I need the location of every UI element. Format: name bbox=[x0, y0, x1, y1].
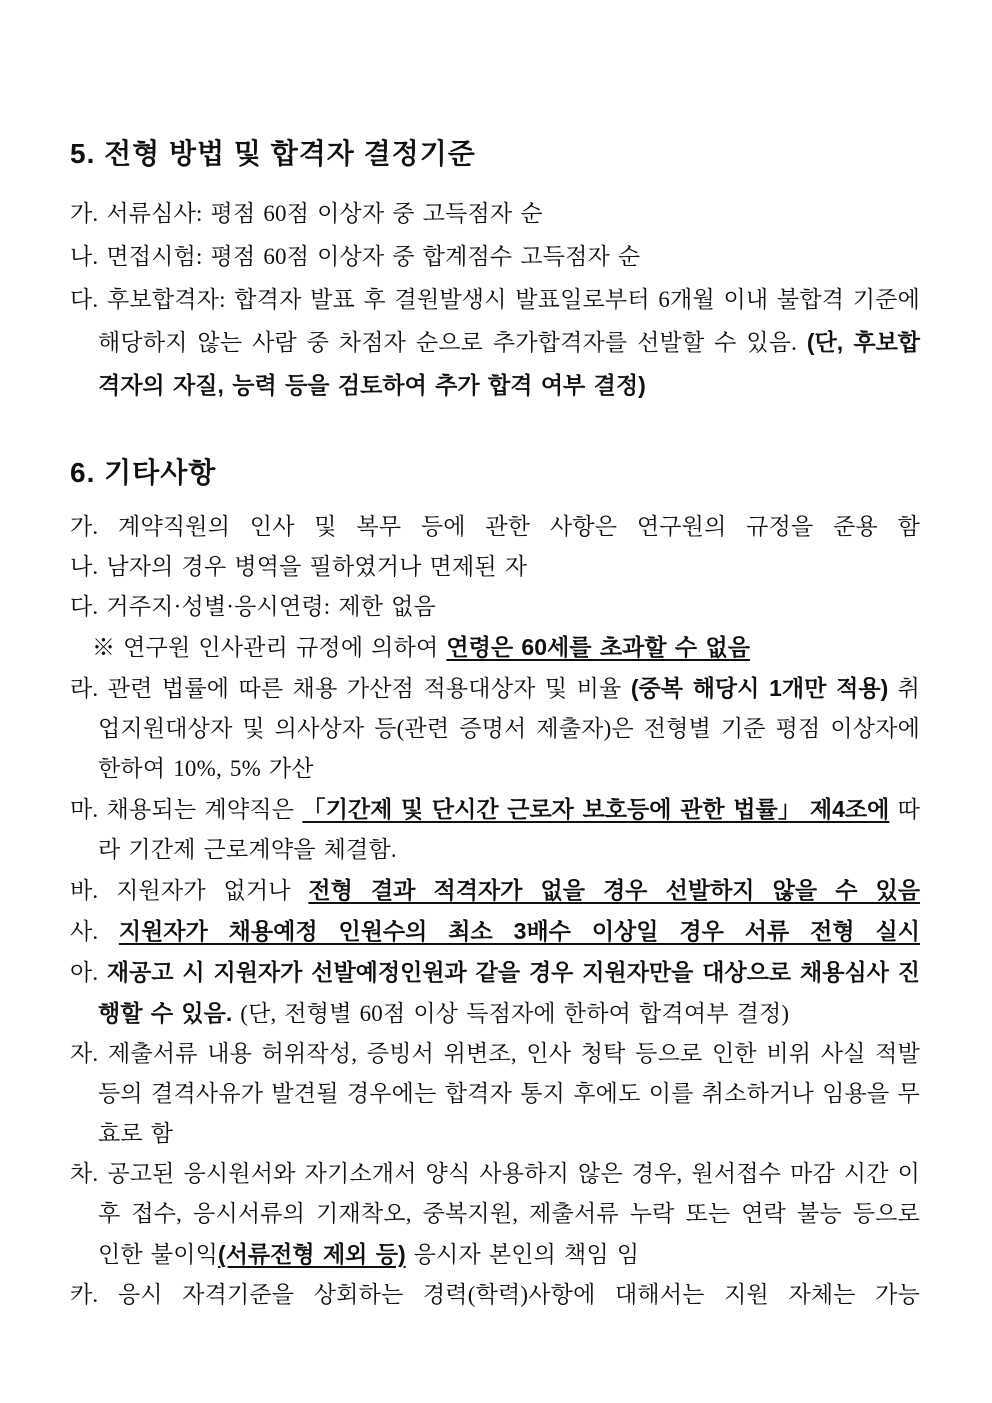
text-segment: 재공고 시 지원자가 선발예정인원과 같을 경우 지원자만을 대상으로 채용심사 진행할 수 있음. bbox=[98, 959, 920, 1026]
list-item bbox=[70, 235, 920, 278]
list-item bbox=[70, 789, 920, 870]
text-segment: 취업지원대상자 및 의사상자 등(관련 증명서 제출자)은 전형별 기준 평점 이상자에 한하여 10%, 5% 가산 bbox=[98, 676, 920, 781]
text-segment: 거주지·성별·응시연령: 제한 없음 bbox=[106, 594, 436, 619]
item-marker: 가. bbox=[70, 201, 99, 226]
list-item bbox=[70, 870, 920, 911]
item-marker: 나. bbox=[70, 244, 99, 269]
item-marker: 바. bbox=[70, 878, 99, 903]
text-segment: 전형 결과 적격자가 없을 경우 선발하지 않을 수 있음 bbox=[308, 877, 921, 903]
list-item bbox=[70, 1034, 920, 1154]
text-segment: 응시자 본인의 책임 임 bbox=[405, 1242, 640, 1267]
text-segment: 「기간제 및 단시간 근로자 보호등에 관한 법률」 제4조에 bbox=[302, 796, 890, 822]
text-segment: 채용되는 계약직은 bbox=[106, 797, 303, 822]
section-other-notes bbox=[70, 457, 920, 1315]
note-item bbox=[70, 627, 920, 668]
item-marker: 나. bbox=[70, 554, 99, 579]
item-marker: 사. bbox=[70, 919, 99, 944]
section-heading: 5. 전형 방법 및 합격자 결정기준 bbox=[70, 138, 476, 169]
item-marker: 가. bbox=[70, 514, 99, 539]
item-marker: 라. bbox=[70, 676, 99, 701]
item-marker: 다. bbox=[70, 287, 99, 312]
list-item bbox=[70, 1275, 920, 1315]
item-marker: 마. bbox=[70, 797, 99, 822]
item-marker: 카. bbox=[70, 1282, 99, 1307]
text-segment: 면접시험: 평점 60점 이상자 중 합계점수 고득점자 순 bbox=[106, 244, 641, 269]
text-segment: 따라 기간제 근로계약을 체결함. bbox=[98, 797, 920, 862]
text-segment: 남자의 경우 병역을 필하였거나 면제된 자 bbox=[106, 554, 528, 579]
section-item-list bbox=[70, 507, 920, 1315]
text-segment: (단, 전형별 60점 이상 득점자에 한하여 합격여부 결정) bbox=[232, 1001, 790, 1026]
item-marker: 자. bbox=[70, 1041, 99, 1066]
item-marker: 다. bbox=[70, 594, 99, 619]
list-item bbox=[70, 278, 920, 407]
text-segment: 연구원 인사관리 규정에 의하여 bbox=[123, 635, 447, 660]
text-segment: 제출서류 내용 허위작성, 증빙서 위변조, 인사 청탁 등으로 인한 비위 사실 적발 등의 결격사유가 발견될 경우에는 합격자 통지 후에도 이를 취소하거나 임용을 무효로 함 bbox=[98, 1041, 921, 1146]
item-marker: ※ bbox=[92, 635, 116, 660]
list-item bbox=[70, 587, 920, 627]
list-item bbox=[70, 952, 920, 1034]
text-segment: (단, 후보합격자의 자질, 능력 등을 검토하여 추가 합격 여부 결정) bbox=[98, 329, 920, 398]
text-segment: 공고된 응시원서와 자기소개서 양식 사용하지 않은 경우, 원서접수 마감 시간 이후 접수, 응시서류의 기재착오, 중복지원, 제출서류 누락 또는 연락 불능 등으로 인한 불이익 bbox=[98, 1161, 920, 1267]
section-selection-method bbox=[70, 138, 920, 407]
list-item bbox=[70, 1154, 920, 1275]
text-segment: 지원자가 채용예정 인원수의 최소 3배수 이상일 경우 서류 전형 실시 bbox=[118, 918, 920, 944]
item-marker: 아. bbox=[70, 960, 99, 985]
section-item-list bbox=[70, 192, 920, 407]
list-item bbox=[70, 911, 920, 952]
text-segment: (서류전형 제외 등) bbox=[218, 1241, 406, 1267]
text-segment: 후보합격자: 합격자 발표 후 결원발생시 발표일로부터 6개월 이내 불합격 기준에 해당하지 않는 사람 중 차점자 순으로 추가합격자를 선발할 수 있음. bbox=[98, 287, 921, 355]
list-item bbox=[70, 192, 920, 235]
text-segment: 응시 자격기준을 상회하는 경력(학력)사항에 대해서는 지원 자체는 가능 bbox=[117, 1282, 921, 1307]
text-segment: 관련 법률에 따른 채용 가산점 적용대상자 및 비율 bbox=[107, 676, 631, 701]
list-item bbox=[70, 668, 920, 789]
list-item bbox=[70, 507, 920, 547]
text-segment: 연령은 60세를 초과할 수 없음 bbox=[446, 634, 750, 660]
text-segment: 계약직원의 인사 및 복무 등에 관한 사항은 연구원의 규정을 준용 함 bbox=[118, 514, 920, 539]
text-segment: 지원자가 없거나 bbox=[116, 878, 309, 903]
list-item bbox=[70, 547, 920, 587]
section-heading: 6. 기타사항 bbox=[70, 457, 217, 488]
text-segment: (중복 해당시 1개만 적용) bbox=[630, 675, 889, 701]
text-segment: 서류심사: 평점 60점 이상자 중 고득점자 순 bbox=[106, 201, 543, 226]
item-marker: 차. bbox=[70, 1161, 99, 1186]
